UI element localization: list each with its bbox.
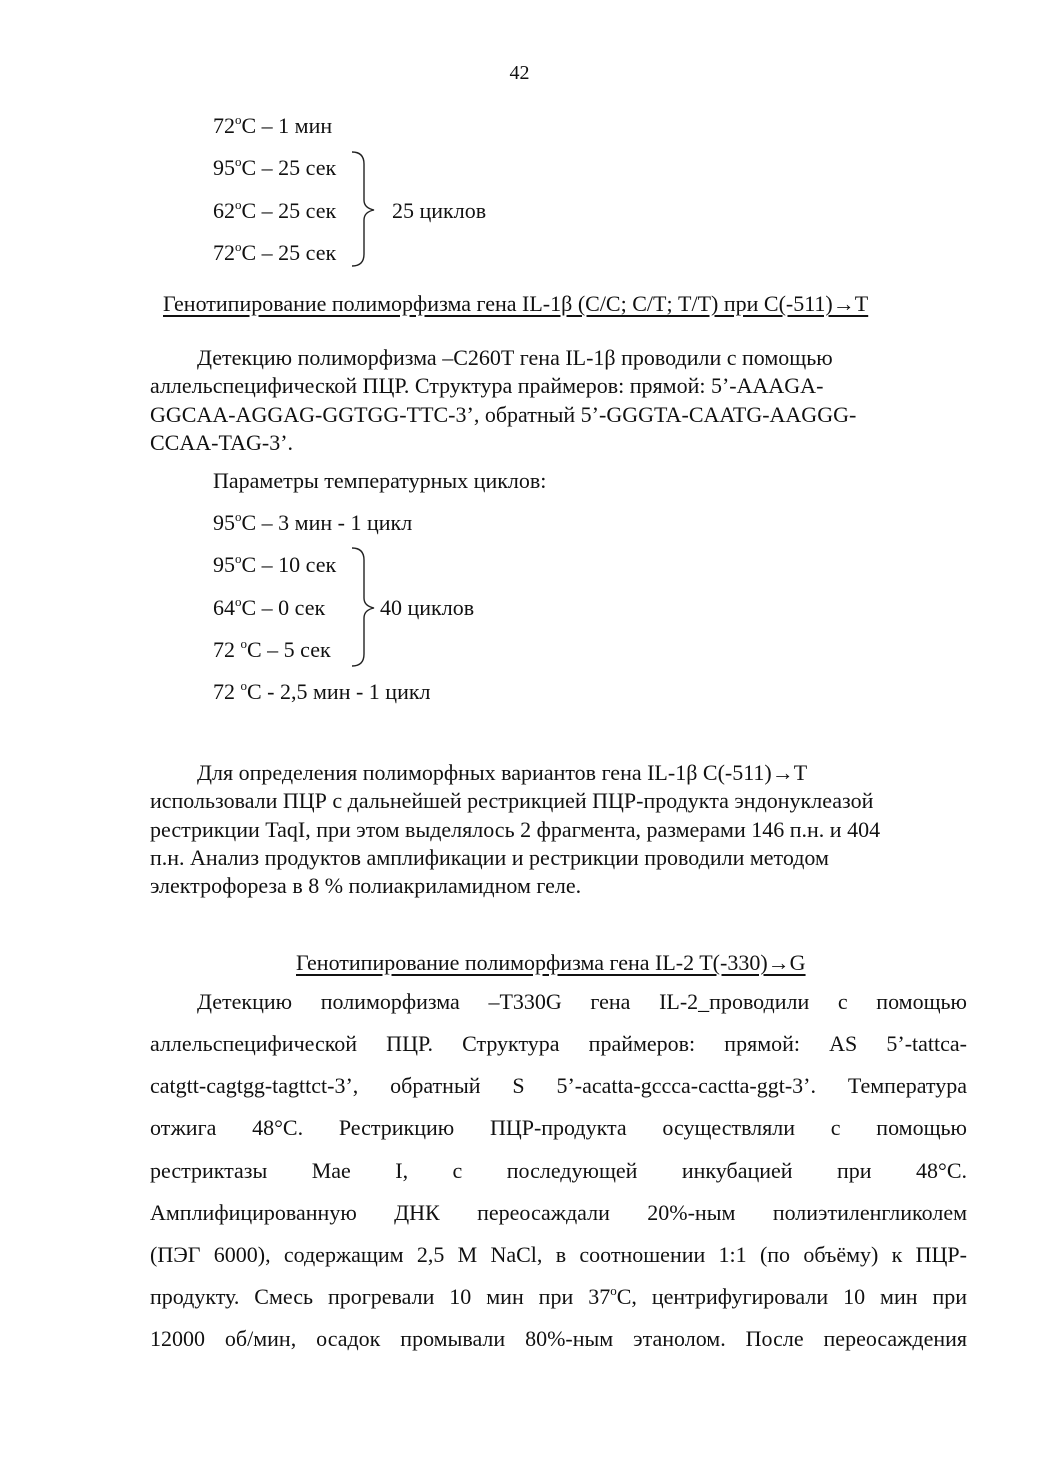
cycle-count-label: 40 циклов xyxy=(380,595,475,620)
temp-step: 72$^o$C – 25 сек xyxy=(213,239,337,265)
paragraph-line: электрофореза в 8 % полиакриламидном геле. xyxy=(150,873,582,898)
temp-step: 64$^o$C – 0 сек xyxy=(213,594,326,620)
paragraph-line: Детекцию полиморфизма –Т330G гена IL-2_проводили с помощью xyxy=(197,989,967,1014)
paragraph-line: CCAA-TAG-3’. xyxy=(150,430,294,455)
paragraph-line: 12000 об/мин, осадок промывали 80%-ным этанолом. После переосаждения xyxy=(150,1326,967,1351)
paragraph-line: (ПЭГ 6000), содержащим 2,5 М NaCl, в соотношении 1:1 (по объёму) к ПЦР- xyxy=(150,1242,967,1267)
temp-step: 62$^o$C – 25 сек xyxy=(213,197,337,223)
temp-step: 95$^o$C – 3 мин - 1 цикл xyxy=(213,509,413,535)
temp-step: 72 $^o$C – 5 сек xyxy=(213,636,331,662)
cycle-count-label: 25 циклов xyxy=(392,198,487,223)
paragraph-line: рестрикции TaqI, при этом выделялось 2 фрагмента, размерами 146 п.н. и 404 xyxy=(150,817,881,842)
paragraph-line: Детекцию полиморфизма –С260Т гена IL-1β проводили с помощью xyxy=(197,345,833,370)
temp-step: 72$^o$C – 1 мин xyxy=(213,112,333,138)
temp-step: 72 $^o$C - 2,5 мин - 1 цикл xyxy=(213,678,431,704)
paragraph-line: Амплифицированную ДНК переосаждали 20%-ным полиэтиленгликолем xyxy=(150,1200,967,1225)
paragraph-line: аллельспецифической ПЦР. Структура праймеров: прямой: AS 5’-tattca- xyxy=(150,1031,967,1056)
temp-step: 95$^o$C – 25 сек xyxy=(213,154,337,180)
paragraph-line: продукту. Смесь прогревали 10 мин при 37$^o$С, центрифугировали 10 мин при xyxy=(150,1283,968,1309)
paragraph-line: GGCAA-AGGAG-GGTGG-TTC-3’, обратный 5’-GGGTA-CAATG-AAGGG- xyxy=(150,402,857,427)
cycle-brace xyxy=(350,150,380,268)
section-heading: Генотипирование полиморфизма гена IL-1β (С/С; С/Т; Т/Т) при С(-511)→Т xyxy=(163,291,869,316)
paragraph-line: отжига 48°С. Рестрикцию ПЦР-продукта осуществляли с помощью xyxy=(150,1115,967,1140)
params-label: Параметры температурных циклов: xyxy=(213,468,547,493)
paragraph-line: п.н. Анализ продуктов амплификации и рестрикции проводили методом xyxy=(150,845,829,870)
paragraph-line: использовали ПЦР с дальнейшей рестрикцией ПЦР-продукта эндонуклеазой xyxy=(150,788,874,813)
temp-step: 95$^o$C – 10 сек xyxy=(213,551,337,577)
paragraph-line: рестриктазы Mae I, с последующей инкубацией при 48°С. xyxy=(150,1158,967,1183)
cycle-brace xyxy=(350,546,380,668)
page-number: 42 xyxy=(509,62,530,84)
paragraph-line: catgtt-cagtgg-tagttct-3’, обратный S 5’-acatta-gccca-cactta-ggt-3’. Температура xyxy=(150,1073,967,1098)
section-heading: Генотипирование полиморфизма гена IL-2 T(-330)→G xyxy=(296,950,806,975)
paragraph-line: Для определения полиморфных вариантов гена IL-1β С(-511)→Т xyxy=(197,760,808,785)
paragraph-line: аллельспецифической ПЦР. Структура праймеров: прямой: 5’-AAAGA- xyxy=(150,373,824,398)
